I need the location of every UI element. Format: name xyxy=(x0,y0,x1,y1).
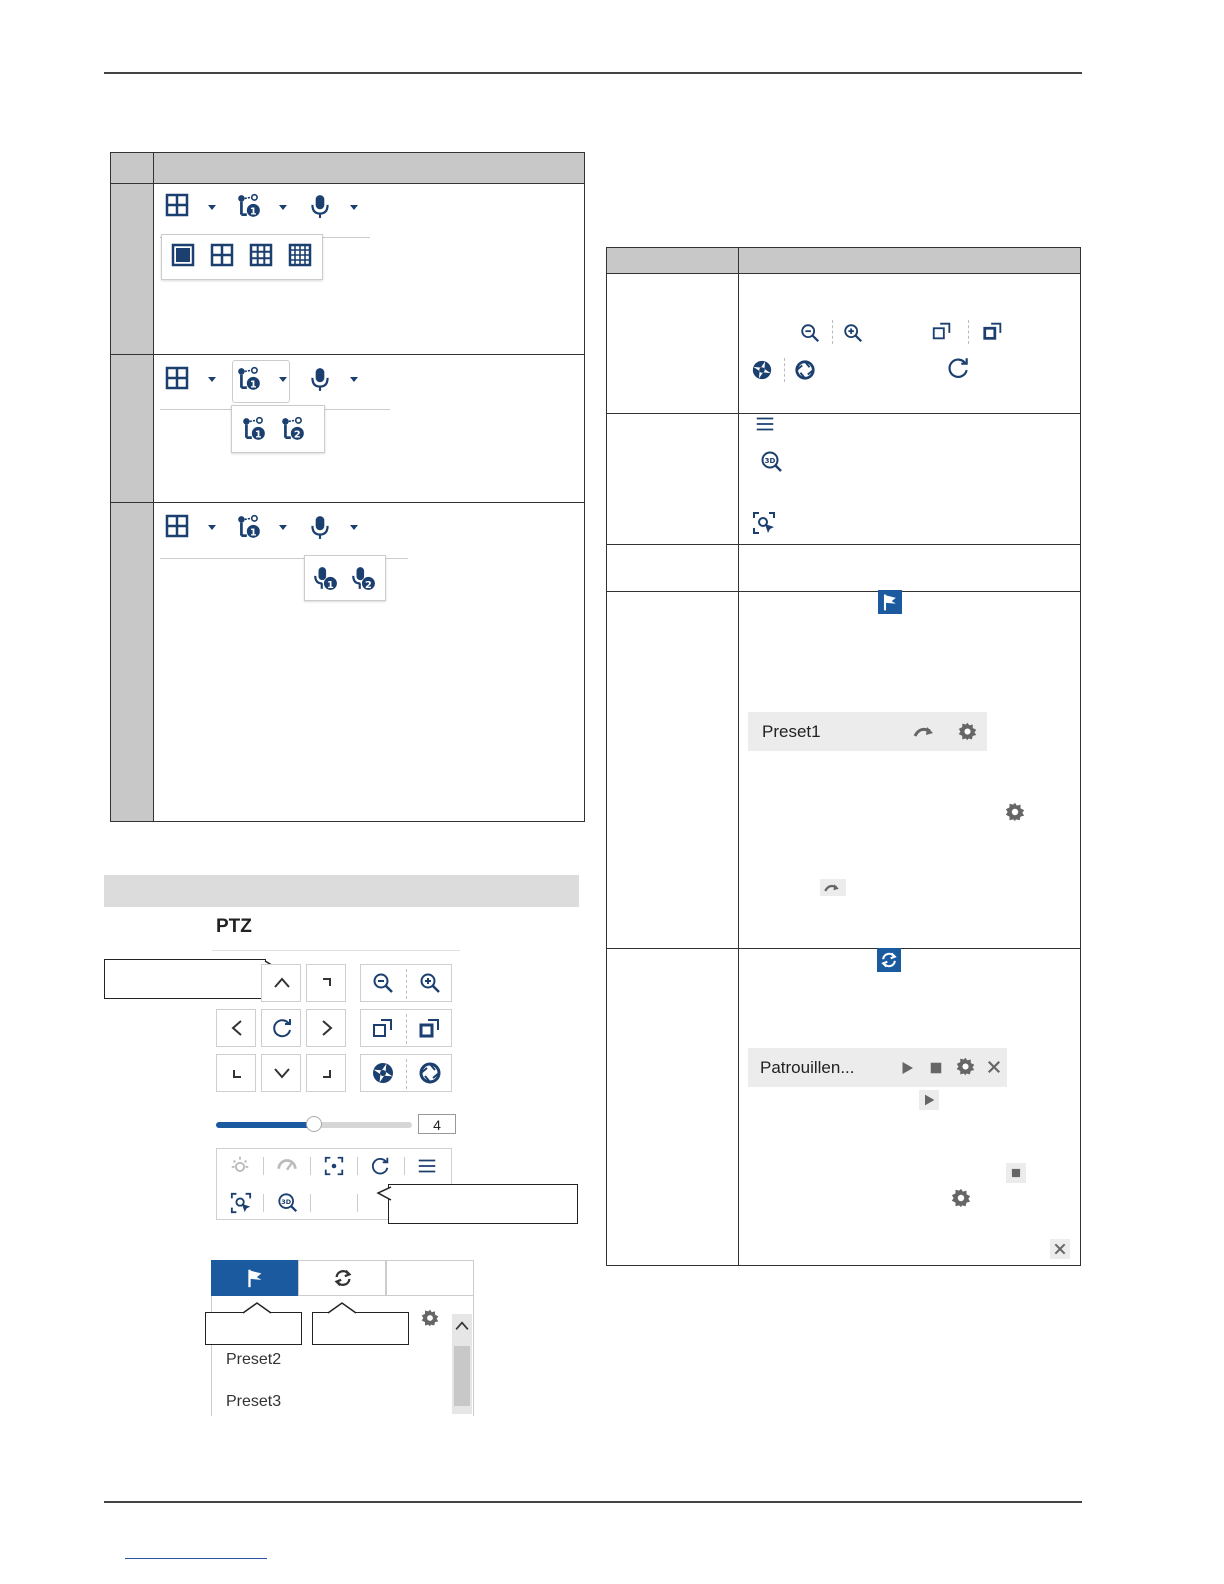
stream-select-icon[interactable] xyxy=(236,514,262,540)
microphone-icon[interactable] xyxy=(307,193,333,219)
auto-scan-button[interactable] xyxy=(261,1009,301,1047)
pan-up-button[interactable] xyxy=(261,964,301,1002)
speed-slider-handle[interactable] xyxy=(306,1116,322,1132)
single-view-icon[interactable] xyxy=(171,243,195,267)
preset-tab[interactable] xyxy=(211,1260,298,1296)
zoom-out-icon[interactable] xyxy=(371,971,395,995)
list-item[interactable]: Preset2 xyxy=(226,1351,282,1368)
pan-up-right-button[interactable] xyxy=(306,964,346,1002)
empty-tab[interactable] xyxy=(386,1260,474,1296)
area-focus-icon[interactable] xyxy=(230,1192,252,1214)
list-scrollbar[interactable] xyxy=(452,1314,472,1414)
dropdown-caret-icon[interactable] xyxy=(348,521,360,533)
ptz-title-underline xyxy=(212,950,460,951)
icon-divider xyxy=(968,320,969,344)
aux-divider xyxy=(263,1194,264,1212)
layout-grid-icon[interactable] xyxy=(165,193,189,217)
row-divider xyxy=(111,354,584,355)
gear-icon[interactable] xyxy=(955,1056,976,1077)
dropdown-caret-icon[interactable] xyxy=(277,201,289,213)
scrollbar-thumb[interactable] xyxy=(454,1346,470,1406)
column-divider xyxy=(153,153,154,821)
footer-link-underline[interactable] xyxy=(125,1558,267,1559)
row-divider xyxy=(607,413,1080,414)
close-icon[interactable] xyxy=(985,1058,1003,1076)
icon-divider xyxy=(784,358,785,382)
row-divider xyxy=(607,273,1080,274)
pan-right-button[interactable] xyxy=(306,1009,346,1047)
corner-up-right-icon xyxy=(315,971,339,995)
stream-select-icon[interactable] xyxy=(236,193,262,219)
row-divider xyxy=(607,544,1080,545)
wiper-icon[interactable] xyxy=(276,1155,298,1177)
sixteen-view-icon[interactable] xyxy=(288,243,312,267)
speed-slider-track[interactable] xyxy=(216,1122,412,1128)
zoom-button-group xyxy=(360,964,452,1002)
direction-callout xyxy=(104,959,266,999)
dropdown-caret-icon[interactable] xyxy=(277,521,289,533)
light-icon[interactable] xyxy=(229,1155,251,1177)
aux-divider xyxy=(310,1194,311,1212)
stream-dropdown xyxy=(231,405,325,453)
gear-icon xyxy=(1004,801,1026,823)
dropdown-caret-icon[interactable] xyxy=(348,373,360,385)
header-rule xyxy=(104,72,1082,74)
stream-select-icon[interactable] xyxy=(236,366,262,392)
focus-far-icon xyxy=(982,320,1004,342)
layout-dropdown xyxy=(161,234,323,280)
pan-down-left-button[interactable] xyxy=(216,1054,256,1092)
pan-down-button[interactable] xyxy=(261,1054,301,1092)
dropdown-caret-icon[interactable] xyxy=(206,201,218,213)
callout-pointer xyxy=(242,1302,272,1314)
focus-near-icon xyxy=(931,320,953,342)
chevron-left-icon xyxy=(225,1016,249,1040)
focus-near-icon[interactable] xyxy=(371,1016,395,1040)
aux-divider xyxy=(310,1157,311,1175)
zoom-in-icon xyxy=(842,322,864,344)
layout-grid-icon[interactable] xyxy=(165,514,189,538)
iris-close-icon[interactable] xyxy=(418,1061,442,1085)
preset-tab-callout xyxy=(205,1312,302,1345)
aux-divider xyxy=(357,1157,358,1175)
speed-value-box[interactable]: 4 xyxy=(418,1114,456,1134)
row-divider xyxy=(607,591,1080,592)
footer-rule xyxy=(104,1501,1082,1503)
aux-divider xyxy=(404,1157,405,1175)
stream-1-icon[interactable] xyxy=(241,416,267,442)
iris-open-icon[interactable] xyxy=(371,1061,395,1085)
menu-icon[interactable] xyxy=(416,1155,438,1177)
stop-icon xyxy=(1009,1166,1023,1180)
rotate-icon xyxy=(270,1016,294,1040)
pan-left-button[interactable] xyxy=(216,1009,256,1047)
preset-flag-icon-box xyxy=(878,590,902,614)
focus-box-icon[interactable] xyxy=(323,1155,345,1177)
aux-divider xyxy=(357,1194,358,1212)
goto-arrow-icon[interactable] xyxy=(912,720,936,744)
ptz-description-table xyxy=(606,247,1081,1266)
ptz-section-bar xyxy=(104,875,579,907)
chevron-down-icon xyxy=(270,1061,294,1085)
preset-row[interactable] xyxy=(748,712,987,751)
patrol-icon xyxy=(332,1267,354,1289)
rotate-icon xyxy=(945,355,971,381)
gear-icon[interactable] xyxy=(957,721,978,742)
row-divider xyxy=(111,502,584,503)
aux-divider xyxy=(263,1157,264,1175)
patrol-icon-box xyxy=(877,948,901,972)
patrol-tab-callout xyxy=(312,1312,409,1345)
iris-close-icon xyxy=(794,359,816,381)
microphone-1-icon[interactable] xyxy=(312,565,338,591)
patrol-tab[interactable] xyxy=(298,1260,386,1296)
stream-2-icon[interactable] xyxy=(280,416,306,442)
close-icon xyxy=(1052,1241,1068,1257)
patrol-icon xyxy=(879,950,899,970)
goto-arrow-icon xyxy=(823,879,841,897)
callout-pointer xyxy=(376,1186,392,1202)
table-header-row xyxy=(607,248,1080,273)
aux-callout xyxy=(388,1184,578,1224)
gear-icon[interactable] xyxy=(420,1308,440,1328)
microphone-2-icon[interactable] xyxy=(350,565,376,591)
row-divider xyxy=(607,948,1080,949)
speed-slider-fill xyxy=(216,1122,314,1128)
corner-down-right-icon xyxy=(315,1061,339,1085)
table-header-row xyxy=(111,153,584,183)
preset-name: Preset1 xyxy=(762,722,821,741)
focus-button-group xyxy=(360,1009,452,1047)
chevron-right-icon xyxy=(315,1016,339,1040)
ptz-title: PTZ xyxy=(216,916,252,937)
callout-pointer xyxy=(327,1302,357,1314)
close-icon-box xyxy=(1050,1239,1070,1259)
patrol-name: Patrouillen... xyxy=(760,1058,855,1077)
preset-flag-icon xyxy=(880,592,900,612)
column-divider xyxy=(738,248,739,1265)
play-icon-box xyxy=(919,1090,939,1110)
pan-down-right-button[interactable] xyxy=(306,1054,346,1092)
stop-icon-box xyxy=(1006,1163,1026,1183)
dropdown-caret-icon[interactable] xyxy=(206,373,218,385)
goto-arrow-box xyxy=(820,879,846,896)
zoom-in-icon[interactable] xyxy=(418,971,442,995)
microphone-icon[interactable] xyxy=(307,514,333,540)
dropdown-caret-icon[interactable] xyxy=(348,201,360,213)
scroll-up-icon[interactable] xyxy=(452,1316,472,1336)
gear-icon xyxy=(950,1187,972,1209)
quad-view-icon[interactable] xyxy=(210,243,234,267)
iris-button-group xyxy=(360,1054,452,1092)
icon-divider xyxy=(832,320,833,344)
iris-open-icon xyxy=(751,359,773,381)
dropdown-caret-icon[interactable] xyxy=(206,521,218,533)
menu-icon xyxy=(754,413,776,435)
list-item[interactable]: Preset3 xyxy=(226,1393,282,1410)
chevron-up-icon xyxy=(270,971,294,995)
dropdown-caret-icon[interactable] xyxy=(277,373,289,385)
area-focus-icon xyxy=(752,511,776,535)
microphone-dropdown xyxy=(304,555,386,601)
preset-flag-icon xyxy=(244,1267,266,1289)
layout-grid-icon[interactable] xyxy=(165,366,189,390)
play-icon xyxy=(921,1092,937,1108)
patrol-row[interactable] xyxy=(748,1048,1007,1087)
play-icon[interactable] xyxy=(898,1059,916,1077)
row-divider xyxy=(111,183,584,184)
3d-zoom-icon[interactable] xyxy=(277,1192,299,1214)
3d-zoom-icon xyxy=(760,450,784,474)
microphone-icon[interactable] xyxy=(307,366,333,392)
zoom-out-icon xyxy=(799,322,821,344)
rotate-icon[interactable] xyxy=(369,1155,391,1177)
stop-icon[interactable] xyxy=(927,1059,945,1077)
corner-down-left-icon xyxy=(225,1061,249,1085)
focus-far-icon[interactable] xyxy=(418,1016,442,1040)
nine-view-icon[interactable] xyxy=(249,243,273,267)
